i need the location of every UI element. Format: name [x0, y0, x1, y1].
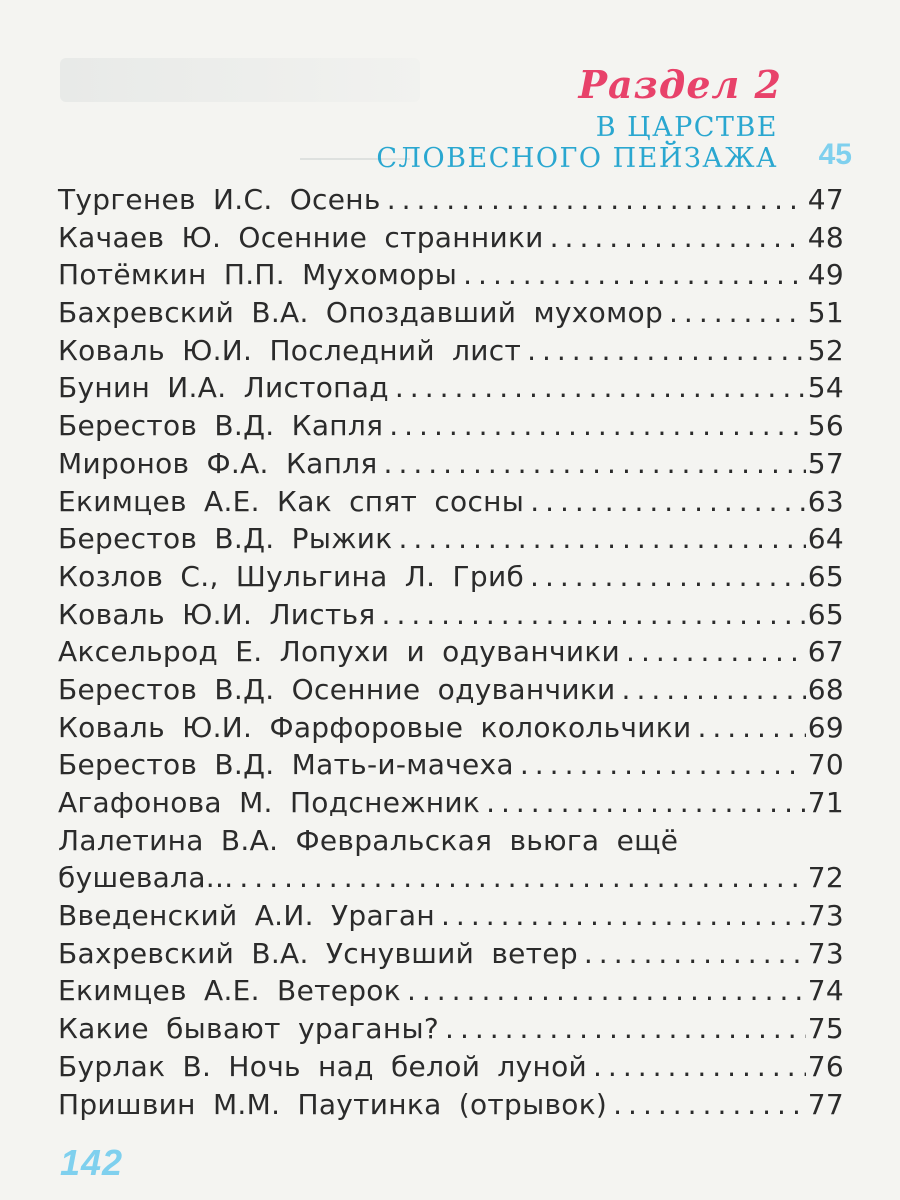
dot-leader — [550, 219, 806, 257]
page-number: 142 — [60, 1142, 124, 1183]
dot-leader — [613, 1086, 806, 1124]
toc-entry-page: 65 — [807, 559, 844, 593]
dot-leader — [527, 332, 806, 370]
dot-leader — [387, 181, 806, 219]
dot-leader — [530, 483, 806, 521]
toc-entry-title-line-2: бушевала... — [58, 861, 234, 895]
toc-entry[interactable] — [58, 709, 844, 747]
dot-leader — [622, 671, 806, 709]
section-title-line-2: СЛОВЕСНОГО ПЕЙЗАЖА — [376, 143, 778, 174]
table-of-contents — [58, 181, 844, 1123]
toc-entry-title: Потёмкин П.П. Мухоморы — [58, 258, 458, 292]
dot-leader — [530, 558, 806, 596]
toc-entry-title: Берестов В.Д. Мать-и-мачеха — [58, 748, 514, 782]
toc-entry-title: Коваль Ю.И. Фарфоровые колокольчики — [58, 710, 692, 744]
toc-entry[interactable] — [58, 294, 844, 332]
toc-entry-title: Введенский А.И. Ураган — [58, 899, 436, 933]
dot-leader — [382, 596, 806, 634]
dot-leader — [395, 369, 806, 407]
dot-leader — [407, 972, 806, 1010]
toc-entry-title: Бурлак В. Ночь над белой луной — [58, 1049, 588, 1083]
toc-entry-title: Берестов В.Д. Рыжик — [58, 522, 393, 556]
dot-leader — [389, 407, 806, 445]
section-label: Раздел 2 — [578, 62, 782, 107]
dot-leader — [384, 445, 806, 483]
toc-entry[interactable] — [58, 671, 844, 709]
toc-entry-page: 64 — [807, 522, 844, 556]
section-title — [376, 112, 778, 174]
dot-leader — [486, 784, 806, 822]
toc-entry-title: Берестов В.Д. Осенние одуванчики — [58, 672, 616, 706]
toc-entry-title-line-1: Лалетина В.А. Февральская вьюга ещё — [58, 823, 679, 857]
toc-entry-title: Екимцев А.Е. Как спят сосны — [58, 484, 525, 518]
toc-entry[interactable] — [58, 935, 844, 973]
toc-entry-title: Бунин И.А. Листопад — [58, 371, 389, 405]
toc-entry-title: Какие бывают ураганы? — [58, 1012, 440, 1046]
dot-leader — [697, 709, 805, 747]
toc-entry-title: Козлов С., Шульгина Л. Гриб — [58, 559, 525, 593]
toc-entry-page: 73 — [807, 936, 844, 970]
toc-entry-page: 48 — [807, 220, 844, 254]
toc-entry-page: 71 — [807, 786, 844, 819]
toc-entry[interactable] — [58, 483, 844, 521]
dot-leader — [669, 294, 806, 332]
toc-entry[interactable] — [58, 1048, 844, 1086]
toc-entry-page: 70 — [807, 748, 844, 782]
toc-entry-title: Бахревский В.А. Уснувший ветер — [58, 936, 578, 970]
toc-entry[interactable] — [58, 558, 844, 596]
toc-entry[interactable] — [58, 332, 844, 370]
toc-entry-title: Коваль Ю.И. Последний лист — [58, 333, 522, 367]
section-title-line-1: В ЦАРСТВЕ — [595, 112, 778, 143]
toc-entry-page: 57 — [807, 446, 844, 480]
toc-entry[interactable] — [58, 1086, 844, 1124]
toc-entry[interactable] — [58, 897, 844, 935]
toc-entry-page: 56 — [807, 409, 844, 443]
toc-entry-page: 49 — [807, 258, 844, 292]
toc-entry-page: 74 — [807, 974, 844, 1008]
toc-entry[interactable] — [58, 407, 844, 445]
toc-entry-page: 65 — [807, 597, 844, 631]
toc-entry-page: 72 — [807, 861, 844, 895]
dot-leader — [463, 256, 806, 294]
section-page-number: 45 — [818, 138, 852, 171]
toc-entry-title: Коваль Ю.И. Листья — [58, 597, 376, 631]
toc-entry[interactable] — [58, 181, 844, 219]
toc-entry-second-line[interactable] — [58, 859, 844, 897]
toc-entry[interactable] — [58, 520, 844, 558]
toc-entry-page: 69 — [807, 710, 844, 744]
toc-entry-title: Агафонова М. Подснежник — [58, 786, 481, 819]
toc-entry-page: 52 — [807, 333, 844, 367]
dot-leader — [239, 859, 805, 897]
toc-entry-page: 75 — [807, 1012, 844, 1046]
toc-entry-title: Качаев Ю. Осенние странники — [58, 220, 544, 254]
toc-entry[interactable] — [58, 219, 844, 257]
toc-entry[interactable] — [58, 596, 844, 634]
toc-entry[interactable] — [58, 784, 844, 822]
toc-entry-title: Берестов В.Д. Капля — [58, 409, 384, 443]
toc-entry[interactable] — [58, 1010, 844, 1048]
toc-entry-title: Миронов Ф.А. Капля — [58, 446, 378, 480]
dot-leader — [584, 935, 806, 973]
toc-entry[interactable] — [58, 972, 844, 1010]
toc-entry-page: 67 — [807, 635, 844, 669]
dot-leader — [445, 1010, 806, 1048]
faded-print-through — [60, 58, 420, 102]
toc-entry[interactable] — [58, 256, 844, 294]
toc-entry-page: 77 — [807, 1087, 844, 1121]
toc-entry-title: Бахревский В.А. Опоздавший мухомор — [58, 296, 664, 330]
toc-entry-first-line[interactable] — [58, 822, 844, 860]
toc-entry-page: 51 — [807, 296, 844, 330]
toc-entry-page: 54 — [807, 371, 844, 405]
toc-entry[interactable] — [58, 369, 844, 407]
toc-entry-title: Пришвин М.М. Паутинка (отрывок) — [58, 1087, 608, 1121]
toc-entry[interactable] — [58, 445, 844, 483]
toc-entry[interactable] — [58, 633, 844, 671]
toc-entry-title: Екимцев А.Е. Ветерок — [58, 974, 401, 1008]
toc-entry-title: Тургенев И.С. Осень — [58, 183, 381, 216]
toc-entry-title: Аксельрод Е. Лопухи и одуванчики — [58, 635, 621, 669]
toc-entry-page: 63 — [807, 484, 844, 518]
dot-leader — [441, 897, 806, 935]
toc-entry-page: 76 — [807, 1049, 844, 1083]
dot-leader — [399, 520, 806, 558]
dot-leader — [593, 1048, 806, 1086]
dot-leader — [520, 746, 806, 784]
toc-entry[interactable] — [58, 746, 844, 784]
toc-entry-page: 47 — [807, 183, 844, 216]
toc-entry-page: 73 — [807, 899, 844, 933]
toc-entry-page: 68 — [807, 672, 844, 706]
dot-leader — [626, 633, 806, 671]
